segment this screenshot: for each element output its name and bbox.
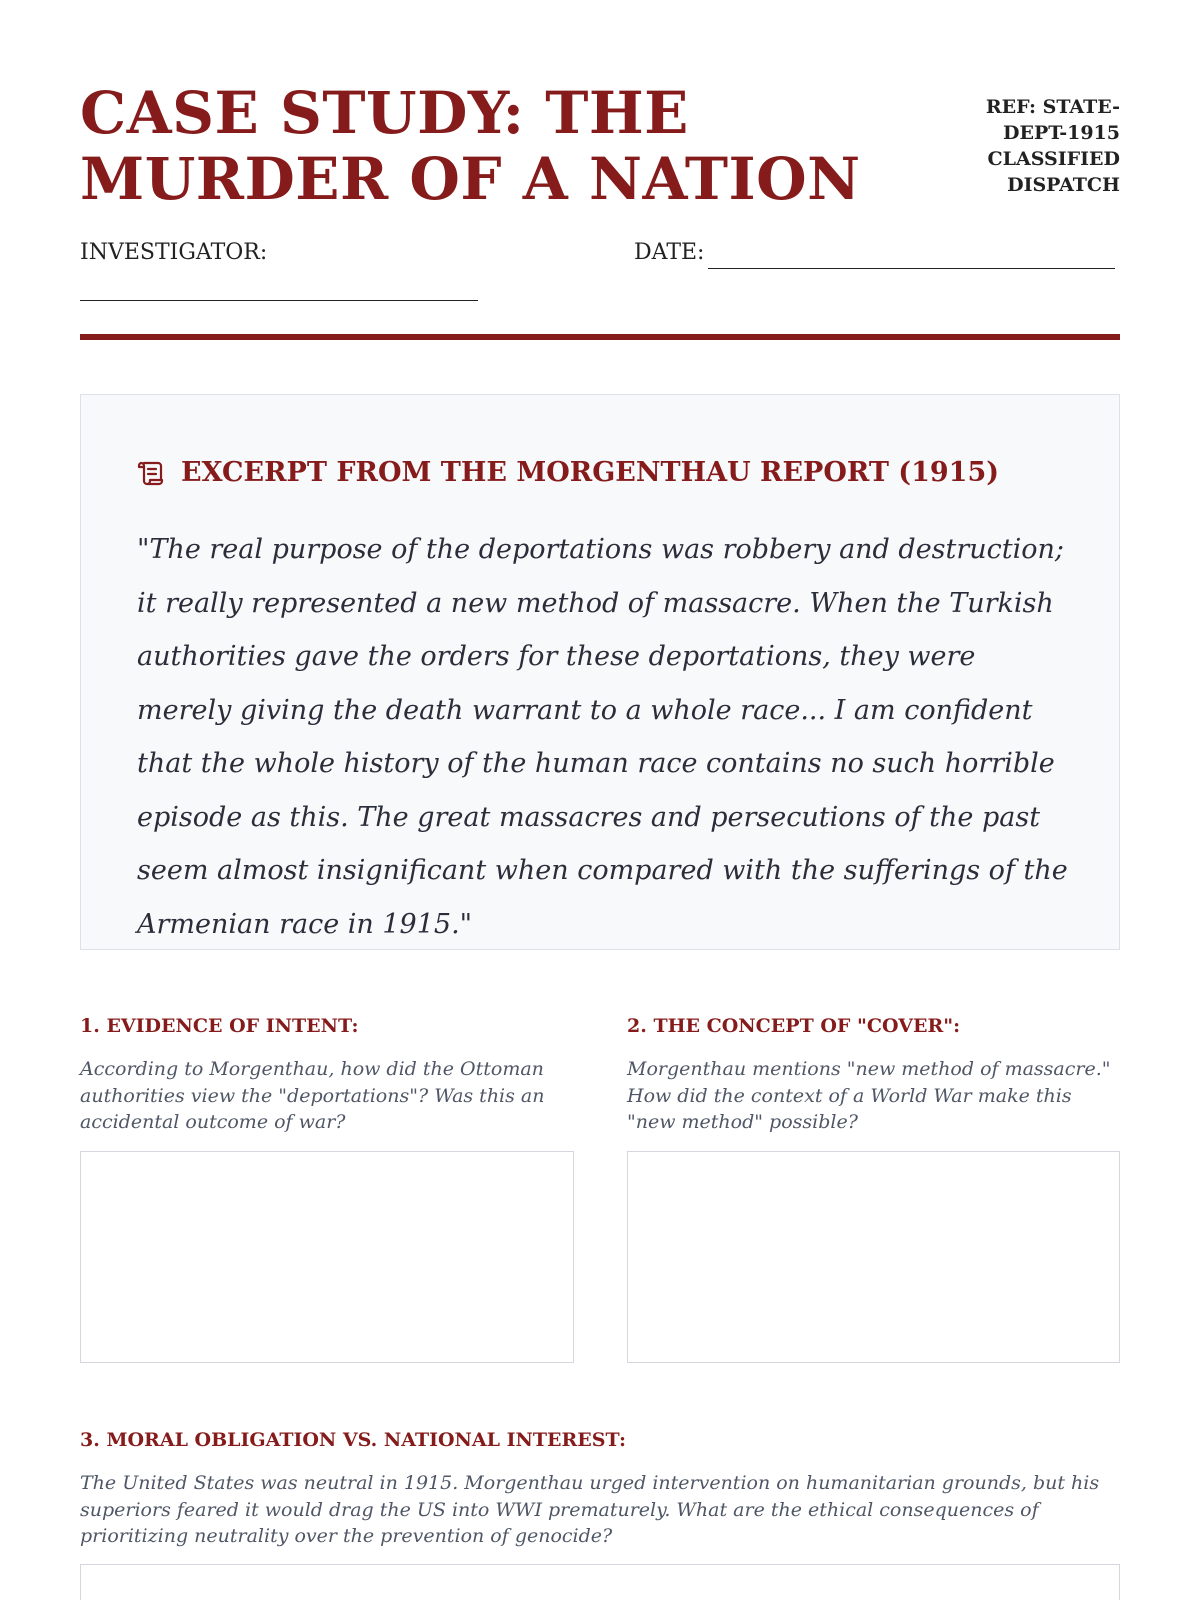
question-2-answer-box[interactable] bbox=[627, 1151, 1120, 1363]
question-3-prompt: The United States was neutral in 1915. Morgenthau urged intervention on humanitarian grounds, but his superiors feared it would drag the US into WWI prematurely. What are the ethical consequences of prioritizing neutrality over the prevention of genocide? bbox=[80, 1472, 1100, 1547]
question-1-prompt: According to Morgenthau, how did the Ottoman authorities view the "deportations"? Was this an accidental outcome of war? bbox=[80, 1058, 545, 1133]
question-2-heading: 2. THE CONCEPT OF "COVER": bbox=[627, 1015, 961, 1037]
investigator-label: INVESTIGATOR: bbox=[80, 240, 268, 265]
date-input-line[interactable] bbox=[708, 268, 1115, 269]
excerpt-panel bbox=[80, 394, 1120, 950]
question-2-prompt: Morgenthau mentions "new method of massacre." How did the context of a World War make this "new method" possible? bbox=[627, 1058, 1111, 1133]
student-info-fields bbox=[80, 240, 1120, 310]
question-1-answer-box[interactable] bbox=[80, 1151, 574, 1363]
page-title: CASE STUDY: THE MURDER OF A NATION bbox=[80, 79, 861, 213]
question-1-heading: 1. EVIDENCE OF INTENT: bbox=[80, 1015, 359, 1037]
date-label: DATE: bbox=[634, 240, 705, 265]
question-3-answer-box[interactable] bbox=[80, 1564, 1120, 1600]
header-divider bbox=[80, 334, 1120, 340]
scroll-icon bbox=[137, 459, 165, 487]
investigator-input-line[interactable] bbox=[80, 300, 478, 301]
question-3-heading: 3. MORAL OBLIGATION VS. NATIONAL INTEREST: bbox=[80, 1429, 626, 1451]
worksheet-header bbox=[80, 79, 1120, 213]
reference-label: REF: STATE-DEPT-1915 CLASSIFIED DISPATCH bbox=[985, 96, 1120, 196]
excerpt-quote: "The real purpose of the deportations was robbery and destruction; it really represented a new method of massacre. When the Turkish authorities gave the orders for these deportations, they were merely giving the death warrant to a whole race... I am confident that the whole history of the human race contains no such horrible episode as this. The great massacres and persecutions of the past seem almost insignificant when compared with the sufferings of the Armenian race in 1915." bbox=[137, 534, 1068, 940]
excerpt-title: EXCERPT FROM THE MORGENTHAU REPORT (1915) bbox=[181, 457, 1000, 488]
